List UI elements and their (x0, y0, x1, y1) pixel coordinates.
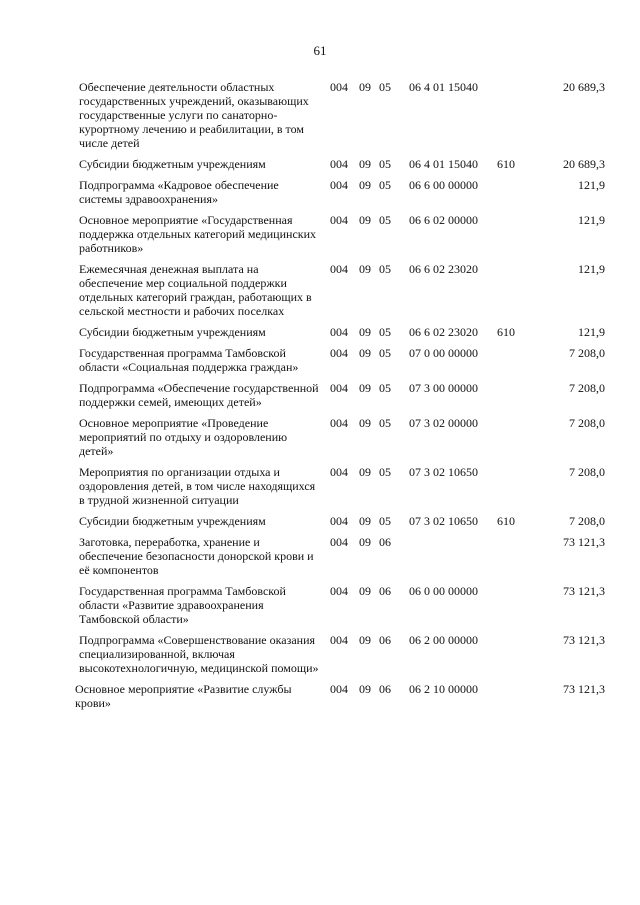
budget-table (0, 80, 640, 717)
row-pr: 05 (379, 157, 391, 171)
row-pr: 05 (379, 514, 391, 528)
row-name: Мероприятия по организации отдыха и оздоровления детей, в том числе находящихся в трудной жизненной ситуации (79, 465, 316, 507)
row-csr: 07 3 02 10650 (409, 514, 478, 528)
row-rz: 09 (359, 465, 371, 479)
row-rz: 09 (359, 178, 371, 192)
table-row (0, 465, 640, 507)
table-row (0, 346, 640, 374)
row-csr: 06 6 02 23020 (409, 325, 478, 339)
row-rz: 09 (359, 514, 371, 528)
table-row (0, 80, 640, 150)
row-ved: 004 (330, 262, 348, 276)
row-pr: 06 (379, 633, 391, 647)
row-pr: 05 (379, 416, 391, 430)
row-csr: 07 3 02 10650 (409, 465, 478, 479)
row-name: Субсидии бюджетным учреждениям (79, 157, 266, 171)
table-row (0, 178, 640, 206)
row-ved: 004 (330, 178, 348, 192)
row-sum: 7 208,0 (569, 381, 605, 395)
row-sum: 73 121,3 (563, 682, 605, 696)
row-vr: 610 (497, 157, 515, 171)
row-rz: 09 (359, 584, 371, 598)
row-name: Подпрограмма «Совершенствование оказания специализированной, включая высокотехнологичную, медицинской помощи» (79, 633, 319, 675)
row-ved: 004 (330, 465, 348, 479)
row-rz: 09 (359, 682, 371, 696)
row-sum: 7 208,0 (569, 514, 605, 528)
row-rz: 09 (359, 325, 371, 339)
row-ved: 004 (330, 325, 348, 339)
row-sum: 73 121,3 (563, 535, 605, 549)
row-rz: 09 (359, 416, 371, 430)
row-rz: 09 (359, 213, 371, 227)
row-sum: 73 121,3 (563, 633, 605, 647)
row-pr: 05 (379, 178, 391, 192)
table-row (0, 213, 640, 255)
row-rz: 09 (359, 535, 371, 549)
row-sum: 73 121,3 (563, 584, 605, 598)
page-number: 61 (313, 43, 327, 58)
row-sum: 20 689,3 (563, 80, 605, 94)
row-pr: 05 (379, 346, 391, 360)
row-name: Обеспечение деятельности областных государственных учреждений, оказывающих государственные услуги по санаторно-курортному лечению и реабилитации, в том числе детей (79, 80, 309, 150)
row-csr: 07 3 02 00000 (409, 416, 478, 430)
row-csr: 07 3 00 00000 (409, 381, 478, 395)
row-name: Субсидии бюджетным учреждениям (79, 514, 266, 528)
row-pr: 05 (379, 465, 391, 479)
row-rz: 09 (359, 80, 371, 94)
row-sum: 121,9 (578, 262, 605, 276)
row-pr: 05 (379, 262, 391, 276)
row-vr: 610 (497, 325, 515, 339)
row-sum: 121,9 (578, 213, 605, 227)
row-ved: 004 (330, 346, 348, 360)
table-row (0, 584, 640, 626)
row-pr: 06 (379, 682, 391, 696)
row-ved: 004 (330, 535, 348, 549)
row-pr: 06 (379, 584, 391, 598)
table-row (0, 633, 640, 675)
row-name: Ежемесячная денежная выплата на обеспечение мер социальной поддержки отдельных категорий граждан, работающих в сельской местности и рабочих поселках (79, 262, 312, 318)
row-ved: 004 (330, 381, 348, 395)
row-pr: 06 (379, 535, 391, 549)
row-name: Государственная программа Тамбовской области «Социальная поддержка граждан» (79, 346, 299, 374)
table-row (0, 682, 640, 710)
row-csr: 06 6 02 00000 (409, 213, 478, 227)
row-name: Основное мероприятие «Развитие службы крови» (75, 682, 292, 710)
row-ved: 004 (330, 633, 348, 647)
table-row (0, 535, 640, 577)
row-rz: 09 (359, 381, 371, 395)
table-row (0, 514, 640, 528)
row-rz: 09 (359, 262, 371, 276)
row-ved: 004 (330, 213, 348, 227)
row-name: Подпрограмма «Кадровое обеспечение системы здравоохранения» (79, 178, 279, 206)
row-csr: 06 2 00 00000 (409, 633, 478, 647)
row-name: Основное мероприятие «Проведение мероприятий по отдыху и оздоровлению детей» (79, 416, 288, 458)
row-ved: 004 (330, 514, 348, 528)
row-sum: 121,9 (578, 325, 605, 339)
row-name: Государственная программа Тамбовской области «Развитие здравоохранения Тамбовской области» (79, 584, 286, 626)
row-sum: 7 208,0 (569, 346, 605, 360)
table-row (0, 381, 640, 409)
row-name: Основное мероприятие «Государственная поддержка отдельных категорий медицинских работников» (79, 213, 317, 255)
row-vr: 610 (497, 514, 515, 528)
row-sum: 20 689,3 (563, 157, 605, 171)
row-ved: 004 (330, 157, 348, 171)
row-csr: 06 6 02 23020 (409, 262, 478, 276)
row-pr: 05 (379, 381, 391, 395)
row-csr: 07 0 00 00000 (409, 346, 478, 360)
table-row (0, 262, 640, 318)
row-ved: 004 (330, 80, 348, 94)
row-pr: 05 (379, 325, 391, 339)
row-ved: 004 (330, 416, 348, 430)
row-sum: 7 208,0 (569, 416, 605, 430)
table-row (0, 325, 640, 339)
row-csr: 06 4 01 15040 (409, 80, 478, 94)
row-pr: 05 (379, 213, 391, 227)
table-row (0, 157, 640, 171)
row-ved: 004 (330, 682, 348, 696)
row-sum: 7 208,0 (569, 465, 605, 479)
row-rz: 09 (359, 346, 371, 360)
row-csr: 06 0 00 00000 (409, 584, 478, 598)
row-csr: 06 2 10 00000 (409, 682, 478, 696)
row-name: Субсидии бюджетным учреждениям (79, 325, 266, 339)
row-sum: 121,9 (578, 178, 605, 192)
table-row (0, 416, 640, 458)
row-rz: 09 (359, 157, 371, 171)
row-csr: 06 4 01 15040 (409, 157, 478, 171)
row-csr: 06 6 00 00000 (409, 178, 478, 192)
row-rz: 09 (359, 633, 371, 647)
row-name: Заготовка, переработка, хранение и обеспечение безопасности донорской крови и её компонентов (79, 535, 314, 577)
row-ved: 004 (330, 584, 348, 598)
row-name: Подпрограмма «Обеспечение государственной поддержки семей, имеющих детей» (79, 381, 319, 409)
row-pr: 05 (379, 80, 391, 94)
